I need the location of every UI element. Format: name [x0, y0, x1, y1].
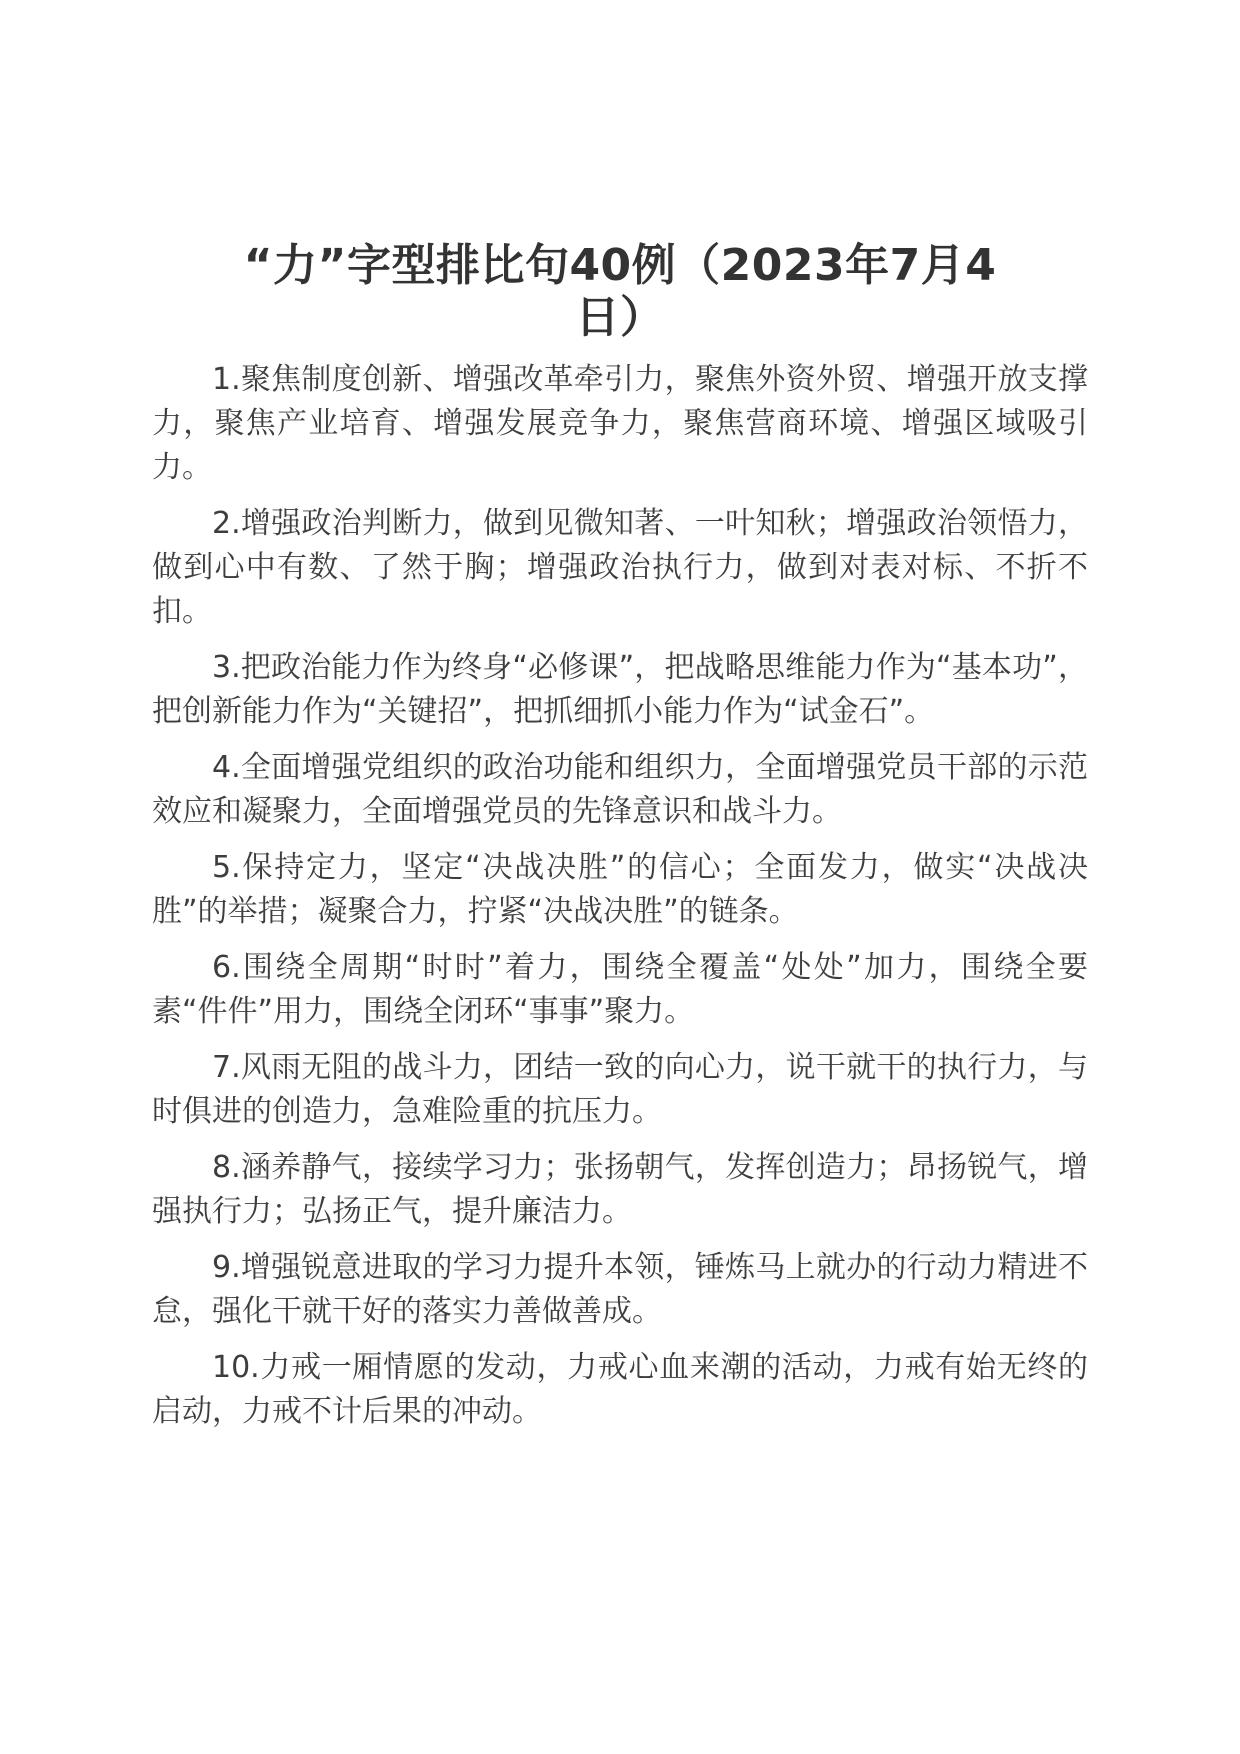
paragraph-9: 9.增强锐意进取的学习力提升本领，锤炼马上就办的行动力精进不怠，强化干就干好的落实力善做善成。 — [152, 1250, 1088, 1329]
paragraph-7: 7.风雨无阻的战斗力，团结一致的向心力，说干就干的执行力，与时俱进的创造力，急难险重的抗压力。 — [152, 1050, 1088, 1129]
paragraph-2: 2.增强政治判断力，做到见微知著、一叶知秋；增强政治领悟力，做到心中有数、了然于胸；增强政治执行力，做到对表对标、不折不扣。 — [152, 506, 1088, 629]
document-title-line-1: “力”字型排比句40例（2023年7月4 — [243, 240, 997, 291]
paragraph-10: 10.力戒一厢情愿的发动，力戒心血来潮的活动，力戒有始无终的启动，力戒不计后果的冲动。 — [152, 1350, 1088, 1429]
document-title — [152, 240, 1088, 344]
paragraph-8: 8.涵养静气，接续学习力；张扬朝气，发挥创造力；昂扬锐气，增强执行力；弘扬正气，提升廉洁力。 — [152, 1150, 1088, 1229]
paragraph-3: 3.把政治能力作为终身“必修课”，把战略思维能力作为“基本功”，把创新能力作为“关键招”，把抓细抓小能力作为“试金石”。 — [152, 650, 1088, 729]
paragraph-1: 1.聚焦制度创新、增强改革牵引力，聚焦外资外贸、增强开放支撑力，聚焦产业培育、增强发展竞争力，聚焦营商环境、增强区域吸引力。 — [152, 362, 1088, 485]
document-title-line-2: 日） — [575, 292, 665, 343]
paragraph-6: 6.围绕全周期“时时”着力，围绕全覆盖“处处”加力，围绕全要素“件件”用力，围绕全闭环“事事”聚力。 — [152, 950, 1088, 1029]
paragraph-5: 5.保持定力，坚定“决战决胜”的信心；全面发力，做实“决战决胜”的举措；凝聚合力，拧紧“决战决胜”的链条。 — [152, 850, 1088, 929]
document-page — [152, 240, 1088, 1446]
paragraph-4: 4.全面增强党组织的政治功能和组织力，全面增强党员干部的示范效应和凝聚力，全面增强党员的先锋意识和战斗力。 — [152, 750, 1088, 829]
